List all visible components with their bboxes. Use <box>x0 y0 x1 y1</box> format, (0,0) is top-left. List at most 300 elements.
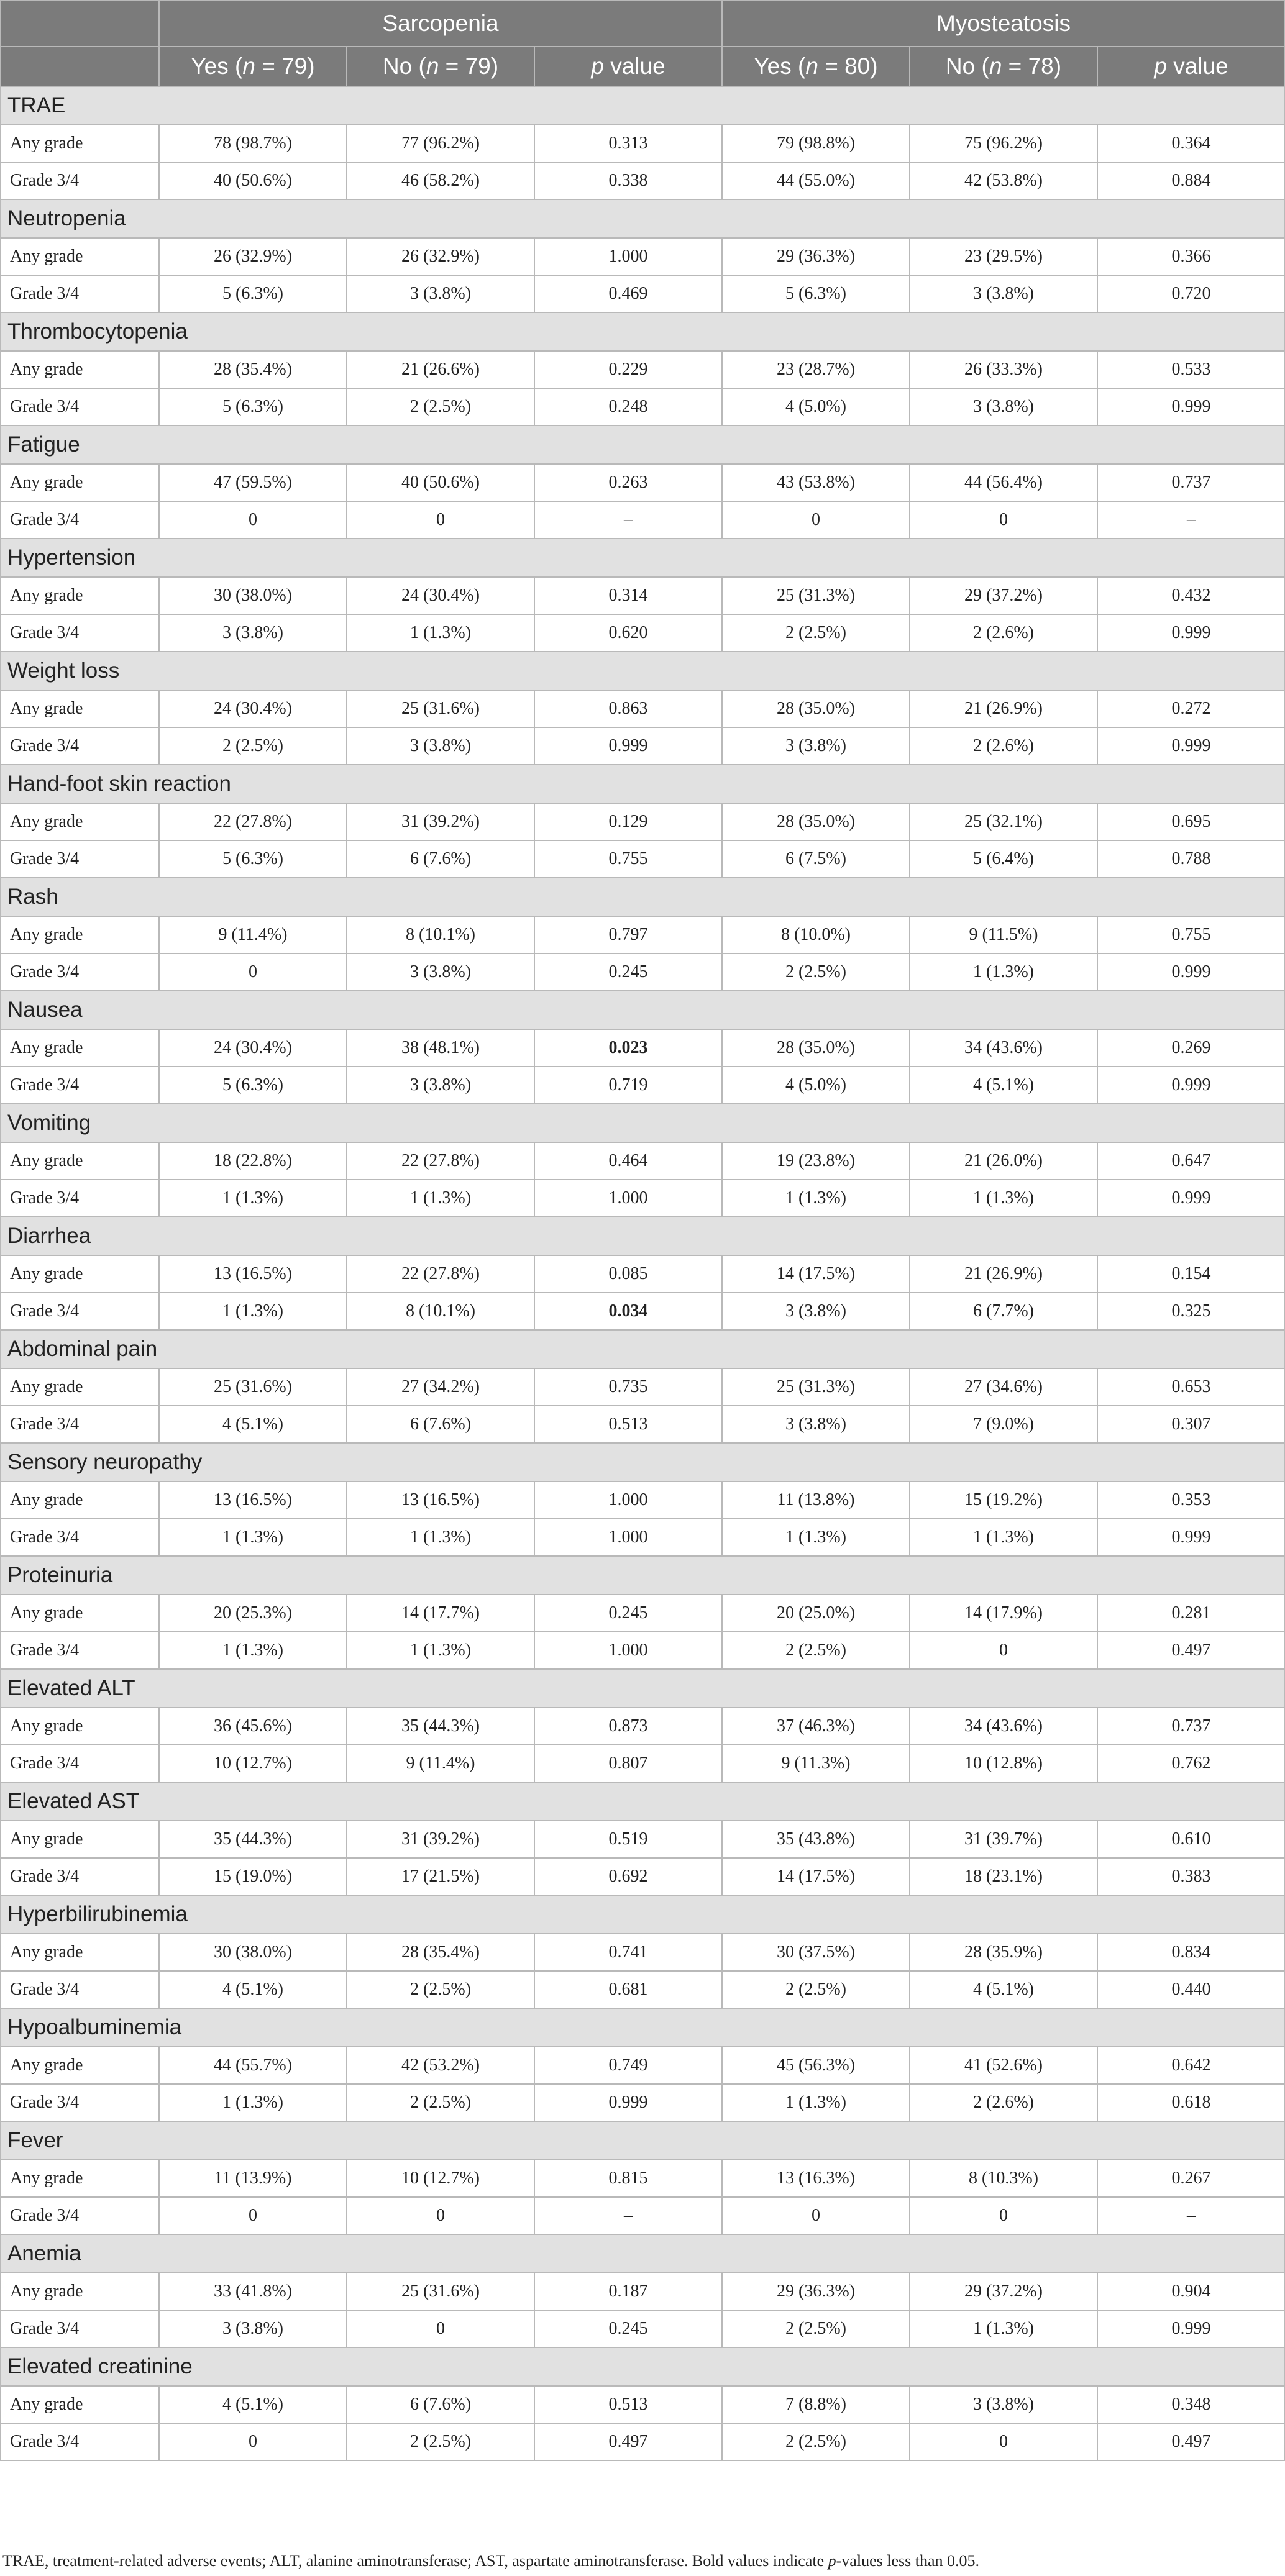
table-cell: 1 (1.3%) <box>159 1632 347 1669</box>
header-column-5 <box>1097 47 1285 86</box>
table-row <box>1 1368 1285 1406</box>
table-cell: 29 (36.3%) <box>722 2273 910 2310</box>
section-title: Elevated AST <box>1 1782 1285 1821</box>
table-cell: 2 (2.5%) <box>722 1971 910 2008</box>
header-group-myosteatosis: Myosteatosis <box>722 1 1285 47</box>
table-row <box>1 1595 1285 1632</box>
table-cell: 0 <box>159 953 347 991</box>
table-cell: 20 (25.3%) <box>159 1595 347 1632</box>
table-cell: 21 (26.0%) <box>910 1142 1097 1180</box>
row-label: Any grade <box>1 1368 159 1406</box>
table-cell: 30 (37.5%) <box>722 1934 910 1971</box>
table-cell: 6 (7.7%) <box>910 1293 1097 1330</box>
table-cell: 2 (2.5%) <box>347 2423 534 2460</box>
table-cell: 0.610 <box>1097 1821 1285 1858</box>
table-cell: 4 (5.1%) <box>159 1406 347 1443</box>
table-cell: 3 (3.8%) <box>159 614 347 652</box>
row-label: Any grade <box>1 1255 159 1293</box>
table-cell: 33 (41.8%) <box>159 2273 347 2310</box>
table-cell: 8 (10.1%) <box>347 916 534 953</box>
section-row <box>1 426 1285 464</box>
table-cell: 2 (2.5%) <box>722 2310 910 2347</box>
header-group-row <box>1 1 1285 47</box>
section-row <box>1 1217 1285 1255</box>
table-cell: 5 (6.3%) <box>159 275 347 312</box>
table-cell: 17 (21.5%) <box>347 1858 534 1895</box>
row-label: Grade 3/4 <box>1 1406 159 1443</box>
table-cell: 3 (3.8%) <box>347 275 534 312</box>
section-row <box>1 1330 1285 1368</box>
table-cell: 0.620 <box>534 614 722 652</box>
table-cell: 8 (10.0%) <box>722 916 910 953</box>
table-cell: 1 (1.3%) <box>722 2084 910 2121</box>
table-cell: 25 (32.1%) <box>910 803 1097 840</box>
row-label: Any grade <box>1 125 159 162</box>
table-cell: 0.999 <box>1097 1067 1285 1104</box>
table-row <box>1 464 1285 501</box>
row-label: Grade 3/4 <box>1 388 159 426</box>
table-cell: 1.000 <box>534 1632 722 1669</box>
table-cell: 40 (50.6%) <box>159 162 347 199</box>
table-cell: 2 (2.5%) <box>722 953 910 991</box>
header-corner <box>1 1 159 47</box>
section-title: Vomiting <box>1 1104 1285 1142</box>
row-label: Grade 3/4 <box>1 1745 159 1782</box>
table-row <box>1 577 1285 614</box>
header-column-post: value <box>1166 53 1228 79</box>
row-label: Any grade <box>1 2160 159 2197</box>
row-label: Any grade <box>1 2047 159 2084</box>
header-group-sarcopenia: Sarcopenia <box>159 1 722 47</box>
table-cell: 10 (12.7%) <box>159 1745 347 1782</box>
table-cell: 0.497 <box>1097 2423 1285 2460</box>
section-title: Hypoalbuminemia <box>1 2008 1285 2047</box>
section-row <box>1 991 1285 1029</box>
row-label: Grade 3/4 <box>1 614 159 652</box>
table-cell: 0.999 <box>1097 727 1285 765</box>
table-cell: 6 (7.6%) <box>347 2386 534 2423</box>
table-row <box>1 1821 1285 1858</box>
table-cell: 26 (33.3%) <box>910 351 1097 388</box>
table-cell: 13 (16.3%) <box>722 2160 910 2197</box>
table-cell: 0.863 <box>534 690 722 727</box>
header-column-3 <box>722 47 910 86</box>
table-row <box>1 1142 1285 1180</box>
table-cell: 25 (31.6%) <box>347 2273 534 2310</box>
table-cell: 75 (96.2%) <box>910 125 1097 162</box>
table-cell: 1 (1.3%) <box>159 1293 347 1330</box>
table-cell: 0.519 <box>534 1821 722 1858</box>
table-cell: 27 (34.6%) <box>910 1368 1097 1406</box>
table-row <box>1 1858 1285 1895</box>
table-cell: 0.999 <box>1097 1519 1285 1556</box>
row-label: Grade 3/4 <box>1 1180 159 1217</box>
table-cell: 21 (26.9%) <box>910 690 1097 727</box>
table-row <box>1 388 1285 426</box>
row-label: Grade 3/4 <box>1 2197 159 2234</box>
table-row <box>1 162 1285 199</box>
table-row <box>1 2197 1285 2234</box>
table-cell: 0.755 <box>1097 916 1285 953</box>
table-cell: 0.497 <box>534 2423 722 2460</box>
row-label: Any grade <box>1 2386 159 2423</box>
table-row <box>1 1255 1285 1293</box>
table-row <box>1 1934 1285 1971</box>
table-cell: 0.432 <box>1097 577 1285 614</box>
table-cell: 29 (37.2%) <box>910 2273 1097 2310</box>
table-cell: 19 (23.8%) <box>722 1142 910 1180</box>
header-column-pre: No ( <box>382 53 426 79</box>
section-row <box>1 539 1285 577</box>
section-title: Fatigue <box>1 426 1285 464</box>
table-cell: 78 (98.7%) <box>159 125 347 162</box>
row-label: Grade 3/4 <box>1 1519 159 1556</box>
table-cell: 0.762 <box>1097 1745 1285 1782</box>
table-cell: 3 (3.8%) <box>347 727 534 765</box>
table-cell: 1 (1.3%) <box>159 1519 347 1556</box>
table-cell: 0.366 <box>1097 238 1285 275</box>
table-cell: 18 (22.8%) <box>159 1142 347 1180</box>
table-footnote <box>2 2552 979 2570</box>
table-cell: 28 (35.0%) <box>722 690 910 727</box>
table-cell: 0.741 <box>534 1934 722 1971</box>
table-cell: 1.000 <box>534 1519 722 1556</box>
row-label: Any grade <box>1 803 159 840</box>
table-cell: 0.735 <box>534 1368 722 1406</box>
table-cell: 34 (43.6%) <box>910 1708 1097 1745</box>
table-cell: 0.999 <box>534 2084 722 2121</box>
table-cell: 0.245 <box>534 953 722 991</box>
section-row <box>1 1104 1285 1142</box>
table-cell: 44 (55.0%) <box>722 162 910 199</box>
table-cell: 1 (1.3%) <box>722 1180 910 1217</box>
table-cell: 21 (26.6%) <box>347 351 534 388</box>
section-title: Sensory neuropathy <box>1 1443 1285 1481</box>
table-cell: 0.245 <box>534 2310 722 2347</box>
table-cell: 0.085 <box>534 1255 722 1293</box>
row-label: Grade 3/4 <box>1 1858 159 1895</box>
table-cell: 0.999 <box>1097 1180 1285 1217</box>
table-cell: 1 (1.3%) <box>910 2310 1097 2347</box>
table-cell: 0.364 <box>1097 125 1285 162</box>
table-cell: 0.313 <box>534 125 722 162</box>
table-cell: 10 (12.8%) <box>910 1745 1097 1782</box>
table-cell: 13 (16.5%) <box>347 1481 534 1519</box>
table-cell: 0.307 <box>1097 1406 1285 1443</box>
table-cell: 25 (31.6%) <box>159 1368 347 1406</box>
row-label: Grade 3/4 <box>1 162 159 199</box>
section-title: Neutropenia <box>1 199 1285 238</box>
section-title: Fever <box>1 2121 1285 2160</box>
table-cell: – <box>534 2197 722 2234</box>
table-cell: 0 <box>910 2423 1097 2460</box>
table-row <box>1 1519 1285 1556</box>
table-cell: 0.797 <box>534 916 722 953</box>
table-cell: 3 (3.8%) <box>159 2310 347 2347</box>
table-cell: 3 (3.8%) <box>347 953 534 991</box>
table-row <box>1 690 1285 727</box>
table-cell: 0.999 <box>1097 953 1285 991</box>
row-label: Any grade <box>1 238 159 275</box>
table-cell: 1 (1.3%) <box>347 1632 534 1669</box>
table-cell: 4 (5.0%) <box>722 1067 910 1104</box>
header-column-post: value <box>603 53 665 79</box>
section-row <box>1 1895 1285 1934</box>
row-label: Any grade <box>1 1481 159 1519</box>
table-cell: 0.464 <box>534 1142 722 1180</box>
table-row <box>1 727 1285 765</box>
table-cell: 11 (13.9%) <box>159 2160 347 2197</box>
table-cell: 0 <box>159 2197 347 2234</box>
table-cell: 37 (46.3%) <box>722 1708 910 1745</box>
row-label: Any grade <box>1 464 159 501</box>
section-title: Abdominal pain <box>1 1330 1285 1368</box>
table-cell: 11 (13.8%) <box>722 1481 910 1519</box>
section-row <box>1 199 1285 238</box>
section-row <box>1 312 1285 351</box>
row-label: Any grade <box>1 1821 159 1858</box>
table-cell: 1 (1.3%) <box>910 1180 1097 1217</box>
section-row <box>1 1556 1285 1595</box>
table-cell: 2 (2.5%) <box>722 2423 910 2460</box>
table-cell: 0.267 <box>1097 2160 1285 2197</box>
row-label: Grade 3/4 <box>1 727 159 765</box>
table-row <box>1 803 1285 840</box>
header-column-var: p <box>1154 53 1167 79</box>
row-label: Any grade <box>1 916 159 953</box>
row-label: Grade 3/4 <box>1 2084 159 2121</box>
table-cell: 0.749 <box>534 2047 722 2084</box>
table-cell: 41 (52.6%) <box>910 2047 1097 2084</box>
table-row <box>1 1406 1285 1443</box>
table-cell: – <box>1097 2197 1285 2234</box>
table-cell: 0 <box>159 2423 347 2460</box>
table-cell: 1.000 <box>534 1481 722 1519</box>
table-cell: 0 <box>910 1632 1097 1669</box>
section-title: Rash <box>1 878 1285 916</box>
table-header <box>1 1 1285 86</box>
row-label: Grade 3/4 <box>1 953 159 991</box>
table-cell: 1 (1.3%) <box>347 1519 534 1556</box>
section-row <box>1 2234 1285 2273</box>
table-cell: 14 (17.5%) <box>722 1255 910 1293</box>
table-cell: 0.999 <box>534 727 722 765</box>
table-row <box>1 1708 1285 1745</box>
table-row <box>1 1029 1285 1067</box>
table-cell: 8 (10.1%) <box>347 1293 534 1330</box>
table-cell: 44 (55.7%) <box>159 2047 347 2084</box>
table-cell: 14 (17.7%) <box>347 1595 534 1632</box>
table-cell: 28 (35.9%) <box>910 1934 1097 1971</box>
section-title: Proteinuria <box>1 1556 1285 1595</box>
section-title: Elevated creatinine <box>1 2347 1285 2386</box>
table-cell: 2 (2.5%) <box>159 727 347 765</box>
header-column-var: n <box>989 53 1002 79</box>
table-cell: 0.513 <box>534 1406 722 1443</box>
header-column-var: p <box>591 53 604 79</box>
row-label: Grade 3/4 <box>1 840 159 878</box>
row-label: Any grade <box>1 577 159 614</box>
table-row <box>1 840 1285 878</box>
table-cell: 0.755 <box>534 840 722 878</box>
table-cell: 0.281 <box>1097 1595 1285 1632</box>
footnote-text-start: TRAE, treatment-related adverse events; ALT, alanine aminotransferase; AST, aspartate aminotransferase. Bold values indicate <box>2 2552 828 2570</box>
table-cell: 28 (35.4%) <box>347 1934 534 1971</box>
table-cell: 1 (1.3%) <box>347 1180 534 1217</box>
table-cell: 6 (7.5%) <box>722 840 910 878</box>
table-cell: 20 (25.0%) <box>722 1595 910 1632</box>
section-title: Hypertension <box>1 539 1285 577</box>
table-row <box>1 351 1285 388</box>
row-label: Grade 3/4 <box>1 2310 159 2347</box>
section-row <box>1 878 1285 916</box>
table-cell: 31 (39.2%) <box>347 1821 534 1858</box>
table-cell: 0 <box>910 501 1097 539</box>
table-cell: 18 (23.1%) <box>910 1858 1097 1895</box>
table-cell: 0.815 <box>534 2160 722 2197</box>
table-cell: 45 (56.3%) <box>722 2047 910 2084</box>
table-cell: 3 (3.8%) <box>347 1067 534 1104</box>
table-cell: 0.999 <box>1097 2310 1285 2347</box>
header-column-post: = 79) <box>439 53 499 79</box>
table-row <box>1 2273 1285 2310</box>
table-cell: 1 (1.3%) <box>159 1180 347 1217</box>
table-row <box>1 2047 1285 2084</box>
section-title: Elevated ALT <box>1 1669 1285 1708</box>
table-cell: 0.681 <box>534 1971 722 2008</box>
table-row <box>1 2084 1285 2121</box>
table-cell: 0.034 <box>534 1293 722 1330</box>
table-row <box>1 916 1285 953</box>
table-cell: 5 (6.4%) <box>910 840 1097 878</box>
table-row <box>1 1067 1285 1104</box>
table-cell: 0.154 <box>1097 1255 1285 1293</box>
header-column-post: = 78) <box>1002 53 1062 79</box>
table-cell: 0.383 <box>1097 1858 1285 1895</box>
table-cell: 42 (53.2%) <box>347 2047 534 2084</box>
table-row <box>1 501 1285 539</box>
table-row <box>1 1632 1285 1669</box>
table-cell: 23 (28.7%) <box>722 351 910 388</box>
section-title: Diarrhea <box>1 1217 1285 1255</box>
table-cell: 2 (2.5%) <box>347 1971 534 2008</box>
table-cell: 0 <box>347 2197 534 2234</box>
header-column-row <box>1 47 1285 86</box>
header-column-2 <box>534 47 722 86</box>
header-column-post: = 79) <box>255 53 315 79</box>
table-cell: 26 (32.9%) <box>159 238 347 275</box>
section-row <box>1 2347 1285 2386</box>
table-cell: 22 (27.8%) <box>347 1255 534 1293</box>
header-column-post: = 80) <box>818 53 878 79</box>
table-cell: 28 (35.0%) <box>722 803 910 840</box>
section-row <box>1 652 1285 690</box>
section-row <box>1 1782 1285 1821</box>
table-cell: 0 <box>722 501 910 539</box>
table-cell: 3 (3.8%) <box>910 2386 1097 2423</box>
table-cell: 24 (30.4%) <box>159 690 347 727</box>
table-cell: 3 (3.8%) <box>722 1406 910 1443</box>
table-cell: 24 (30.4%) <box>159 1029 347 1067</box>
table-cell: 35 (44.3%) <box>347 1708 534 1745</box>
table-cell: 1.000 <box>534 238 722 275</box>
table-row <box>1 1293 1285 1330</box>
table-cell: 5 (6.3%) <box>722 275 910 312</box>
table-cell: 3 (3.8%) <box>910 275 1097 312</box>
table-row <box>1 1180 1285 1217</box>
section-title: TRAE <box>1 86 1285 125</box>
table-cell: 0.807 <box>534 1745 722 1782</box>
table-cell: 0.248 <box>534 388 722 426</box>
row-label: Grade 3/4 <box>1 501 159 539</box>
table-cell: 26 (32.9%) <box>347 238 534 275</box>
table-cell: 0.737 <box>1097 1708 1285 1745</box>
table-cell: 3 (3.8%) <box>722 727 910 765</box>
table-cell: 29 (37.2%) <box>910 577 1097 614</box>
table-cell: 9 (11.5%) <box>910 916 1097 953</box>
table-cell: 0.325 <box>1097 1293 1285 1330</box>
row-label: Grade 3/4 <box>1 2423 159 2460</box>
section-title: Hand-foot skin reaction <box>1 765 1285 803</box>
table-cell: 0.229 <box>534 351 722 388</box>
table-cell: 0.904 <box>1097 2273 1285 2310</box>
table-cell: 0 <box>159 501 347 539</box>
table-cell: 0.834 <box>1097 1934 1285 1971</box>
table-cell: 42 (53.8%) <box>910 162 1097 199</box>
table-cell: 13 (16.5%) <box>159 1255 347 1293</box>
header-column-0 <box>159 47 347 86</box>
table-cell: 0.348 <box>1097 2386 1285 2423</box>
table-cell: 77 (96.2%) <box>347 125 534 162</box>
table-cell: 3 (3.8%) <box>910 388 1097 426</box>
table-cell: 2 (2.6%) <box>910 2084 1097 2121</box>
table-cell: 0.999 <box>1097 614 1285 652</box>
table-cell: 35 (43.8%) <box>722 1821 910 1858</box>
footnote-text-end: -values less than 0.05. <box>836 2552 979 2570</box>
table-cell: 1.000 <box>534 1180 722 1217</box>
table-cell: 0.023 <box>534 1029 722 1067</box>
table-cell: 0.513 <box>534 2386 722 2423</box>
table-cell: 9 (11.4%) <box>159 916 347 953</box>
table-cell: 23 (29.5%) <box>910 238 1097 275</box>
header-column-var: n <box>242 53 255 79</box>
table-body <box>1 86 1285 2460</box>
table-cell: 0.720 <box>1097 275 1285 312</box>
section-title: Thrombocytopenia <box>1 312 1285 351</box>
table-cell: 0.647 <box>1097 1142 1285 1180</box>
table-cell: 1 (1.3%) <box>347 614 534 652</box>
table-cell: 7 (9.0%) <box>910 1406 1097 1443</box>
section-title: Hyperbilirubinemia <box>1 1895 1285 1934</box>
table-cell: 21 (26.9%) <box>910 1255 1097 1293</box>
table-row <box>1 2423 1285 2460</box>
table-cell: 15 (19.2%) <box>910 1481 1097 1519</box>
row-label: Any grade <box>1 690 159 727</box>
table-cell: 4 (5.1%) <box>159 2386 347 2423</box>
table-cell: 6 (7.6%) <box>347 1406 534 1443</box>
table-cell: 5 (6.3%) <box>159 840 347 878</box>
table-cell: 3 (3.8%) <box>722 1293 910 1330</box>
table-cell: 4 (5.1%) <box>910 1971 1097 2008</box>
table-cell: 0.999 <box>1097 388 1285 426</box>
row-label: Grade 3/4 <box>1 1293 159 1330</box>
table-cell: 34 (43.6%) <box>910 1029 1097 1067</box>
table-row <box>1 1745 1285 1782</box>
table-cell: 0.695 <box>1097 803 1285 840</box>
table-row <box>1 2386 1285 2423</box>
table-cell: 30 (38.0%) <box>159 577 347 614</box>
table-cell: 38 (48.1%) <box>347 1029 534 1067</box>
